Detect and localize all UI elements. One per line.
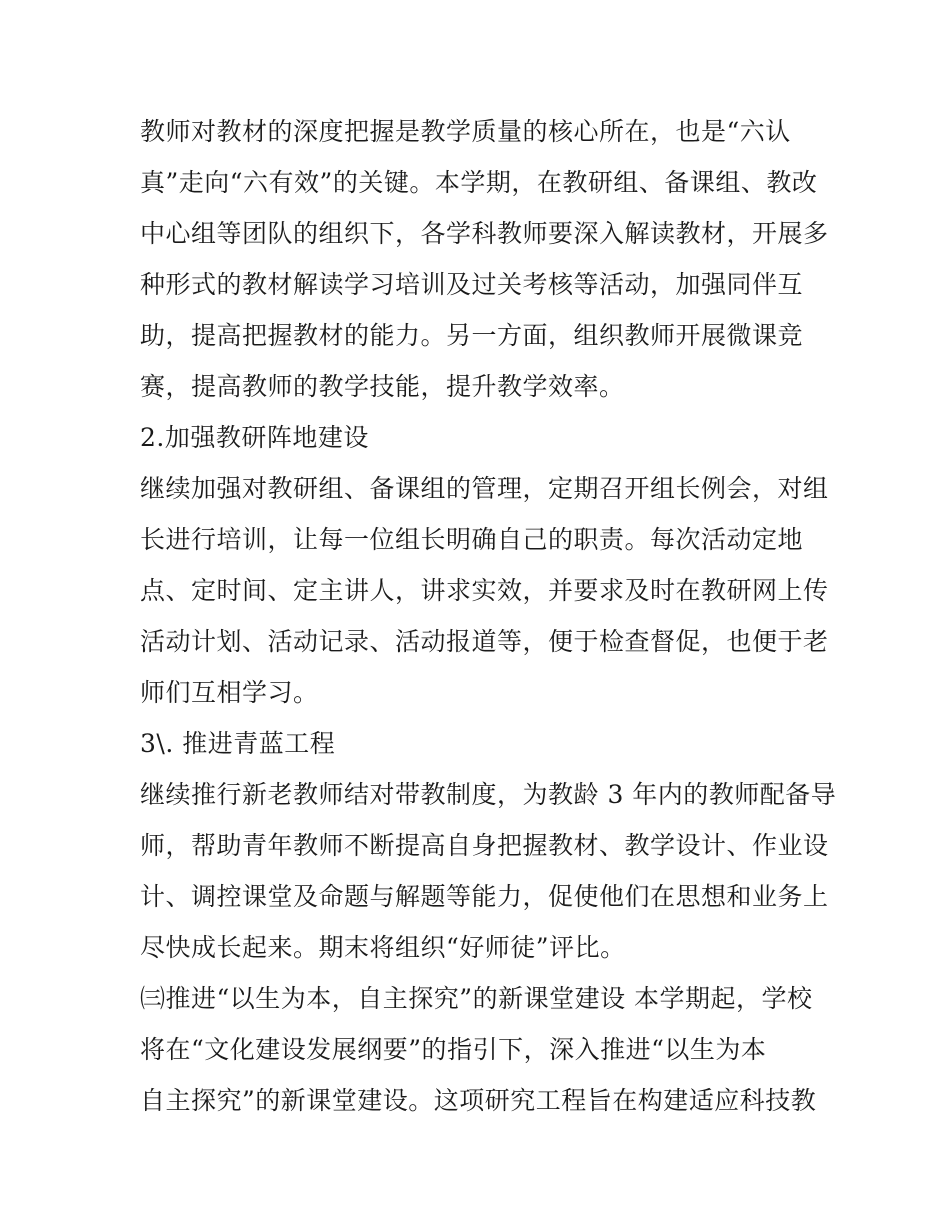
- paragraph-line: 继续加强对教研组、备课组的管理，定期召开组长例会，对组: [140, 474, 829, 503]
- paragraph-line: 点、定时间、定主讲人，讲求实效，并要求及时在教研网上传: [140, 576, 829, 605]
- paragraph-line: 中心组等团队的组织下，各学科教师要深入解读教材，开展多: [140, 219, 829, 248]
- paragraph-line: 师们互相学习。: [140, 678, 319, 707]
- paragraph-line: 赛，提高教师的教学技能，提升教学效率。: [140, 372, 625, 401]
- paragraph-line: 师，帮助青年教师不断提高自身把握教材、教学设计、作业设: [140, 831, 829, 860]
- paragraph-line: 真”走向“六有效”的关键。本学期，在教研组、备课组、教改: [140, 168, 818, 197]
- section-heading: 2.加强教研阵地建设: [140, 423, 369, 452]
- paragraph-line: 助，提高把握教材的能力。另一方面，组织教师开展微课竞: [140, 321, 804, 350]
- paragraph-line: 自主探究”的新课堂建设。这项研究工程旨在构建适应科技教: [140, 1086, 817, 1115]
- paragraph-line: 种形式的教材解读学习培训及过关考核等活动，加强同伴互: [140, 270, 804, 299]
- section-heading: 3\. 推进青蓝工程: [140, 729, 336, 758]
- paragraph-line: 尽快成长起来。期末将组织“好师徒”评比。: [140, 933, 626, 962]
- paragraph-line: 计、调控课堂及命题与解题等能力，促使他们在思想和业务上: [140, 882, 829, 911]
- paragraph-line: 教师对教材的深度把握是教学质量的核心所在，也是“六认: [140, 117, 791, 146]
- section-heading: ㈢推进“以生为本，自主探究”的新课堂建设 本学期起，学校: [140, 984, 813, 1013]
- paragraph-line: 长进行培训，让每一位组长明确自己的职责。每次活动定地: [140, 525, 804, 554]
- paragraph-line: 将在“文化建设发展纲要”的指引下，深入推进“以生为本: [140, 1035, 767, 1064]
- paragraph-line: 继续推行新老教师结对带教制度，为教龄 3 年内的教师配备导: [140, 780, 837, 809]
- paragraph-line: 活动计划、活动记录、活动报道等，便于检查督促，也便于老: [140, 627, 829, 656]
